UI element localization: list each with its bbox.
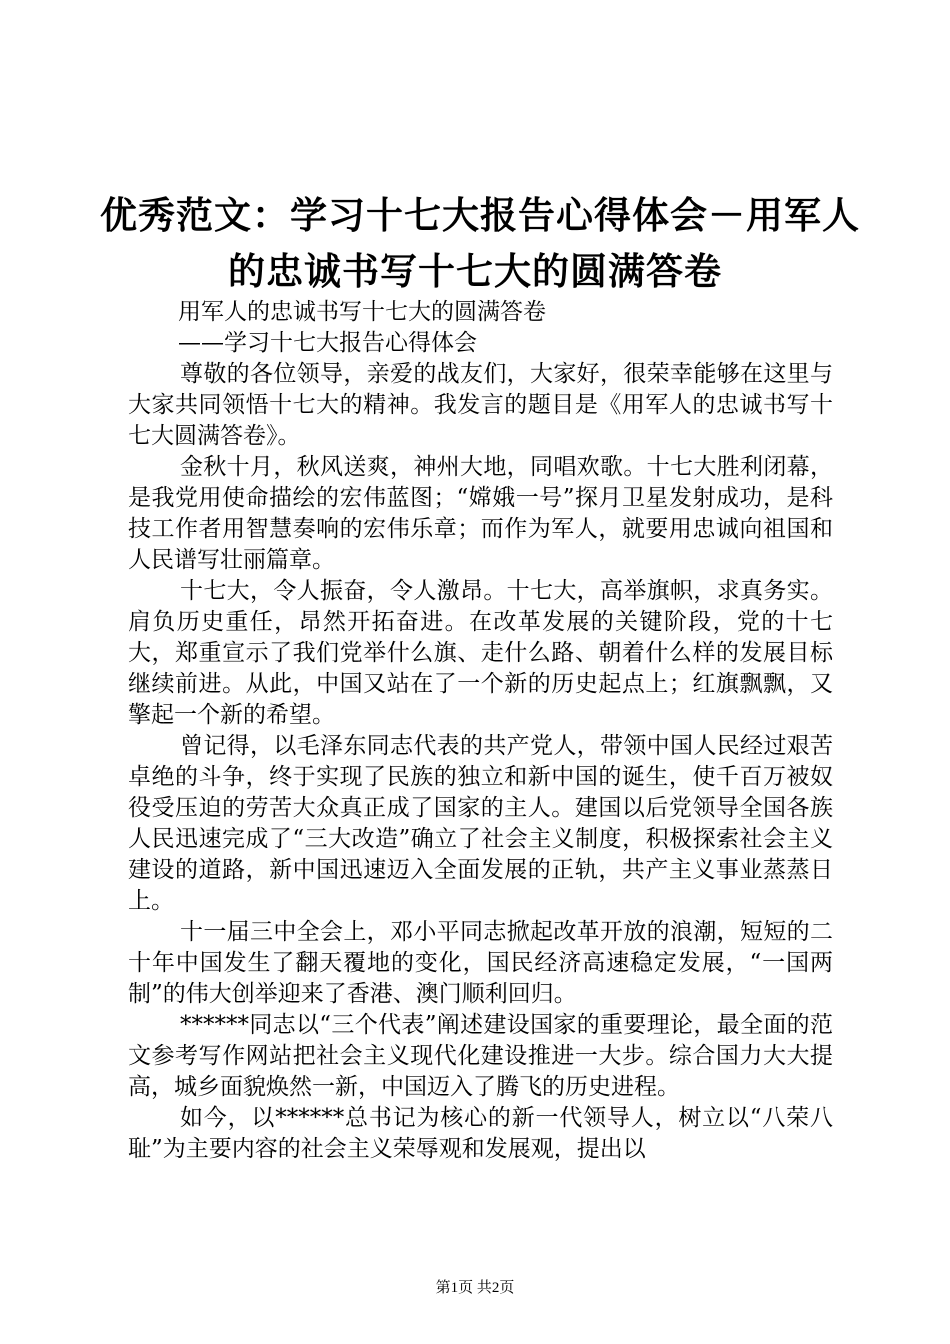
paragraph: 如今，以******总书记为核心的新一代领导人，树立以“八荣八耻”为主要内容的社会主义荣辱观和发展观，提出以: [128, 1105, 833, 1162]
paragraph: 十一届三中全会上，邓小平同志掀起改革开放的浪潮，短短的二十年中国发生了翻天覆地的变化，国民经济高速稳定发展，“一国两制”的伟大创举迎来了香港、澳门顺利回归。: [128, 919, 833, 1007]
subtitle-secondary: ——学习十七大报告心得体会: [178, 330, 477, 356]
subtitle: 用军人的忠诚书写十七大的圆满答卷: [178, 299, 546, 325]
document-title: [100, 188, 860, 300]
document-body: [128, 297, 833, 1165]
paragraph: 曾记得，以毛泽东同志代表的共产党人，带领中国人民经过艰苦卓绝的斗争，终于实现了民族的独立和新中国的诞生，使千百万被奴役受压迫的劳苦大众真正成了国家的主人。建国以后党领导全国各族人民迅速完成了“三大改造”确立了社会主义制度，积极探索社会主义建设的道路，新中国迅速迈入全面发展的正轨，共产主义事业蒸蒸日上。: [128, 733, 833, 914]
paragraph: 金秋十月，秋风送爽，神州大地，同唱欢歌。十七大胜利闭幕，是我党用使命描绘的宏伟蓝图；“嫦娥一号”探月卫星发射成功，是科技工作者用智慧奏响的宏伟乐章；而作为军人，就要用忠诚向祖国和人民谱写壮丽篇章。: [128, 454, 833, 573]
page-footer: 第1页 共2页: [435, 1280, 515, 1296]
title-line-1: 优秀范文：学习十七大报告心得体会－用军人: [100, 194, 860, 237]
title-line-2: 的忠诚书写十七大的圆满答卷: [228, 250, 722, 293]
paragraph: ******同志以“三个代表”阐述建设国家的重要理论，最全面的范文参考写作网站把社会主义现代化建设推进一大步。综合国力大大提高，城乡面貌焕然一新，中国迈入了腾飞的历史进程。: [128, 1012, 833, 1100]
paragraph: 十七大，令人振奋，令人激昂。十七大，高举旗帜，求真务实。肩负历史重任，昂然开拓奋进。在改革发展的关键阶段，党的十七大，郑重宣示了我们党举什么旗、走什么路、朝着什么样的发展目标继续前进。从此，中国又站在了一个新的历史起点上；红旗飘飘，又擎起一个新的希望。: [128, 578, 833, 728]
paragraph: 尊敬的各位领导，亲爱的战友们，大家好，很荣幸能够在这里与大家共同领悟十七大的精神。我发言的题目是《用军人的忠诚书写十七大圆满答卷》。: [128, 361, 833, 449]
